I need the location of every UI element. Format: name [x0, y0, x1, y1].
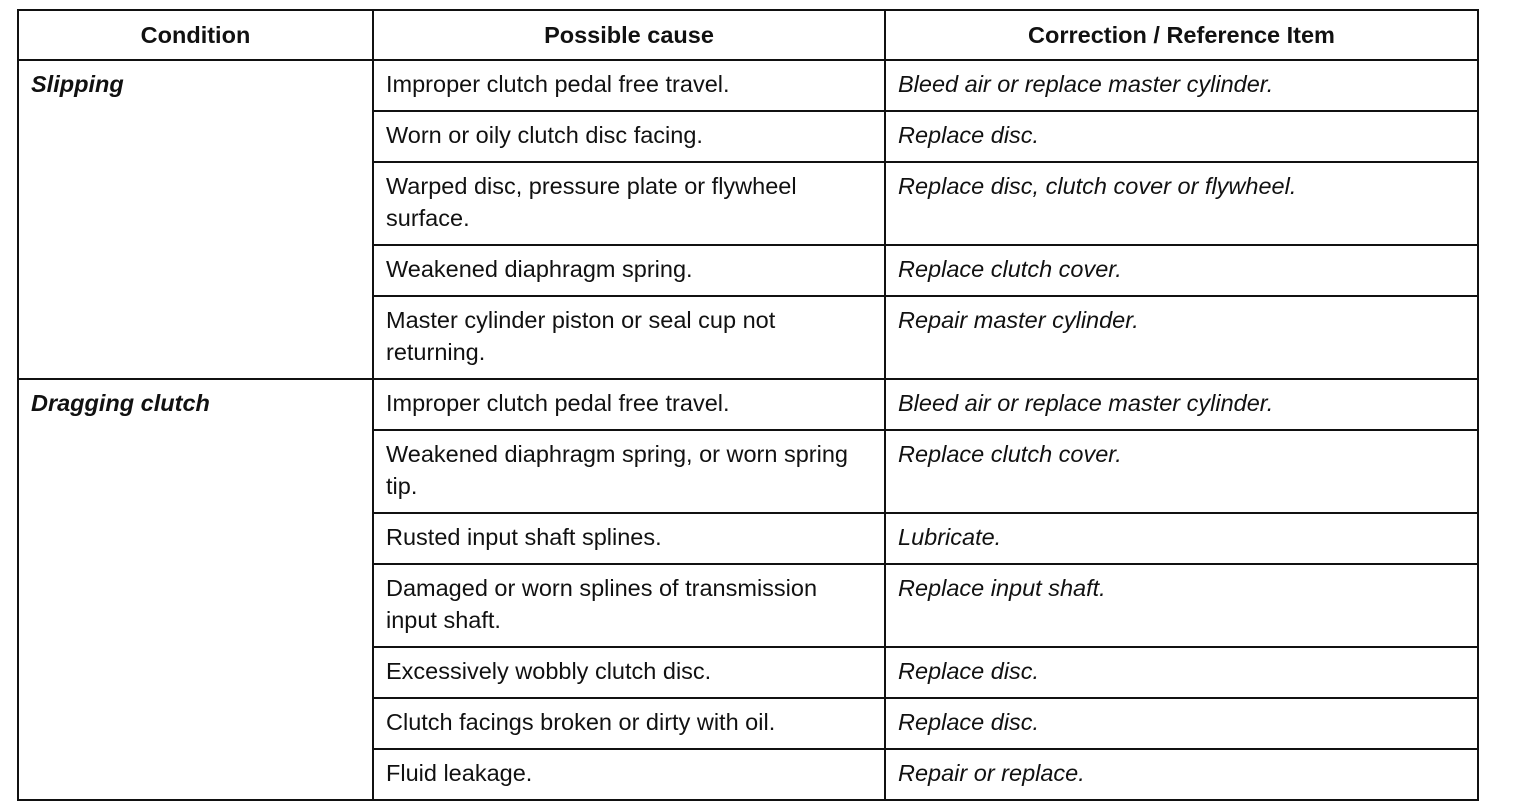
cause-cell: Weakened diaphragm spring, or worn spring tip. — [373, 430, 885, 513]
correction-cell: Replace disc. — [885, 698, 1478, 749]
table-row — [18, 60, 1478, 111]
header-condition: Condition — [18, 10, 373, 60]
cause-cell: Weakened diaphragm spring. — [373, 245, 885, 296]
cause-cell: Master cylinder piston or seal cup not returning. — [373, 296, 885, 379]
cause-cell: Damaged or worn splines of transmission input shaft. — [373, 564, 885, 647]
correction-cell: Bleed air or replace master cylinder. — [885, 379, 1478, 430]
correction-cell: Replace input shaft. — [885, 564, 1478, 647]
cause-cell: Excessively wobbly clutch disc. — [373, 647, 885, 698]
cause-cell: Improper clutch pedal free travel. — [373, 379, 885, 430]
correction-cell: Replace disc, clutch cover or flywheel. — [885, 162, 1478, 245]
cause-cell: Fluid leakage. — [373, 749, 885, 800]
cause-cell: Rusted input shaft splines. — [373, 513, 885, 564]
condition-cell: Slipping — [18, 60, 373, 379]
correction-cell: Replace clutch cover. — [885, 430, 1478, 513]
correction-cell: Replace clutch cover. — [885, 245, 1478, 296]
troubleshooting-table — [17, 9, 1479, 801]
condition-cell: Dragging clutch — [18, 379, 373, 800]
header-correction: Correction / Reference Item — [885, 10, 1478, 60]
correction-cell: Repair master cylinder. — [885, 296, 1478, 379]
table-row — [18, 379, 1478, 430]
correction-cell: Repair or replace. — [885, 749, 1478, 800]
cause-cell: Warped disc, pressure plate or flywheel surface. — [373, 162, 885, 245]
header-possible-cause: Possible cause — [373, 10, 885, 60]
correction-cell: Replace disc. — [885, 111, 1478, 162]
header-row — [18, 10, 1478, 60]
cause-cell: Worn or oily clutch disc facing. — [373, 111, 885, 162]
correction-cell: Bleed air or replace master cylinder. — [885, 60, 1478, 111]
correction-cell: Replace disc. — [885, 647, 1478, 698]
correction-cell: Lubricate. — [885, 513, 1478, 564]
cause-cell: Clutch facings broken or dirty with oil. — [373, 698, 885, 749]
cause-cell: Improper clutch pedal free travel. — [373, 60, 885, 111]
